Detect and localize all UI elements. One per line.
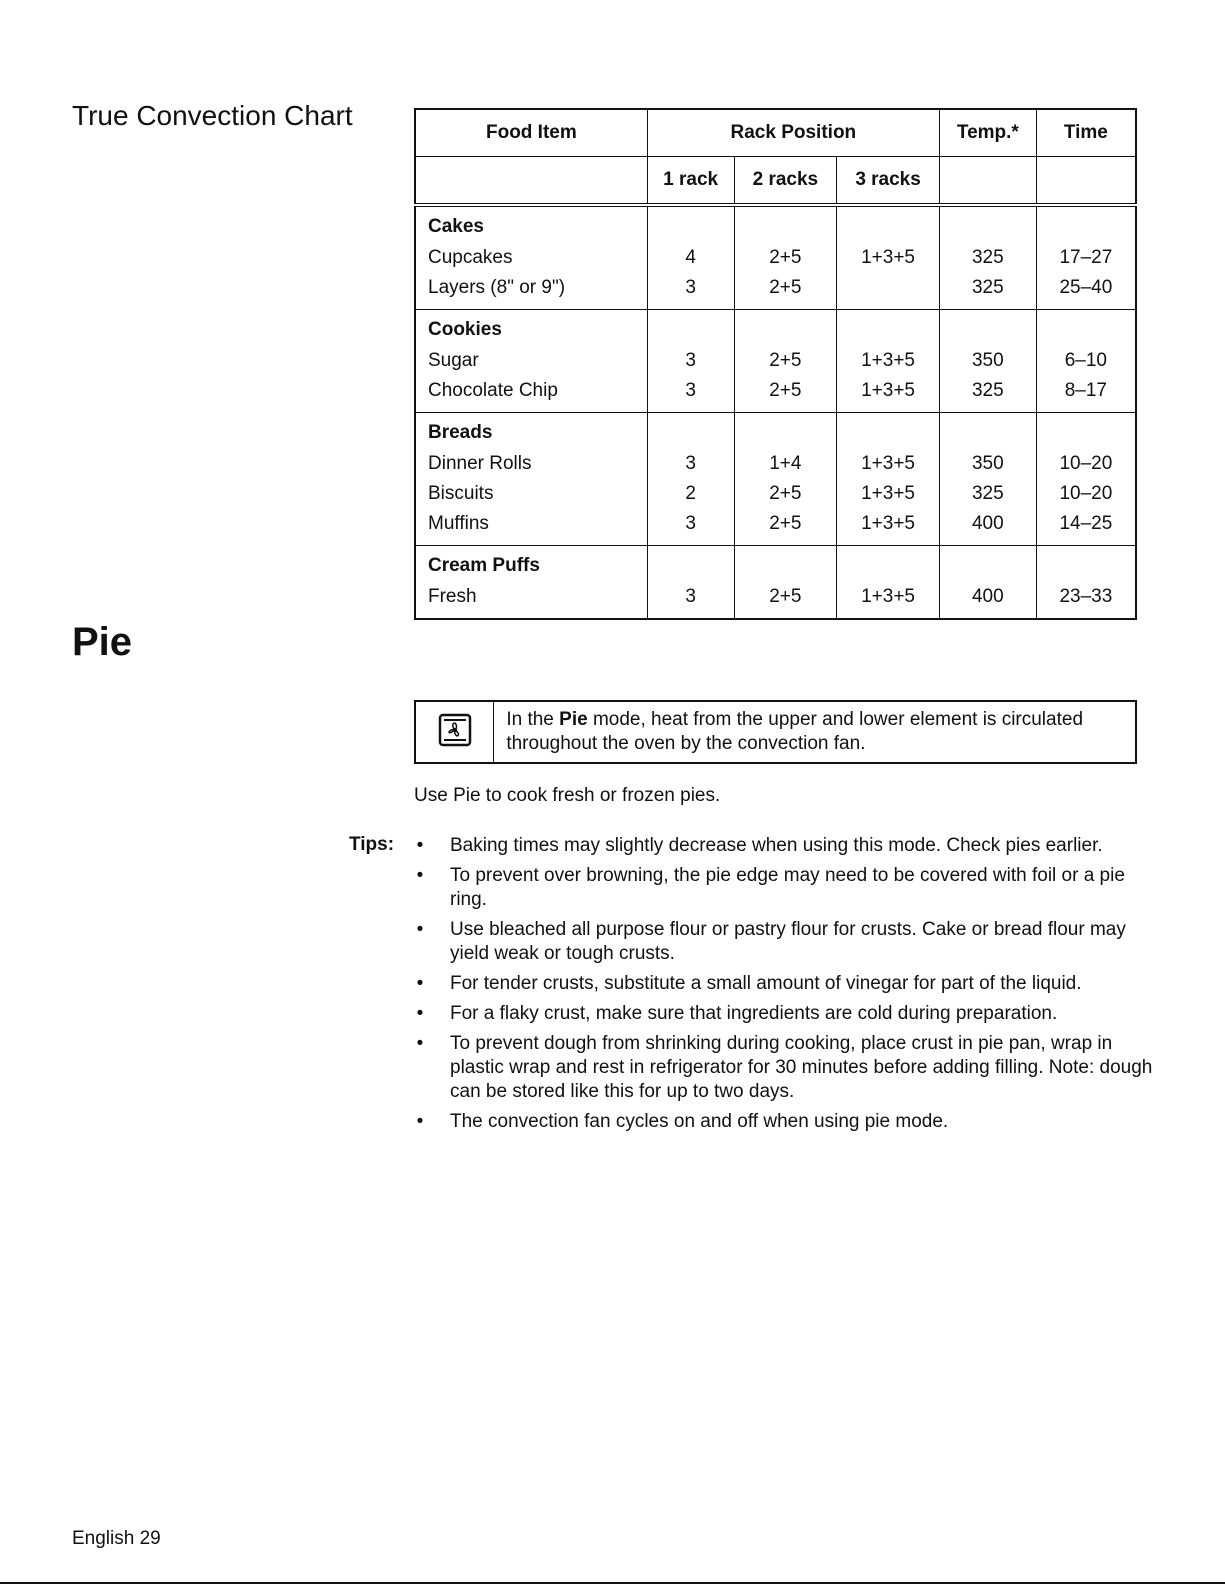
pie-mode-fan-icon [438, 713, 472, 752]
bullet-icon: • [416, 973, 424, 994]
temp-cell: 325 [939, 479, 1036, 509]
header-empty-time [1036, 157, 1136, 206]
rack1-cell: 4 [647, 243, 734, 273]
food-item-cell: Biscuits [415, 479, 647, 509]
header-time: Time [1036, 109, 1136, 157]
table-category-row [415, 413, 1136, 450]
subheader-2-racks: 2 racks [734, 157, 837, 206]
table-row [415, 346, 1136, 376]
rack3-cell: 1+3+5 [837, 243, 940, 273]
page-footer: English 29 [72, 1528, 161, 1549]
tip-item: • To prevent dough from shrinking during cooking, place crust in pie pan, wrap in plastic wrap and rest in refrigerator for 30 minutes before adding filling. Note: dough can be stored like this for up to two days. [414, 1032, 1154, 1104]
header-empty-food [415, 157, 647, 206]
table-row [415, 376, 1136, 413]
table-row [415, 243, 1136, 273]
header-empty-temp [939, 157, 1036, 206]
pie-mode-info-box [414, 700, 1137, 764]
time-cell: 25–40 [1036, 273, 1136, 310]
temp-cell: 350 [939, 346, 1036, 376]
rack3-cell [837, 273, 940, 310]
rack2-cell: 2+5 [734, 582, 837, 619]
header-food-item: Food Item [415, 109, 647, 157]
subheader-3-racks: 3 racks [837, 157, 940, 206]
bullet-icon: • [416, 865, 424, 886]
bullet-icon: • [416, 1111, 424, 1132]
section-title: True Convection Chart [72, 100, 353, 131]
bottom-divider [0, 1582, 1225, 1584]
rack3-cell: 1+3+5 [837, 449, 940, 479]
table-row [415, 479, 1136, 509]
true-convection-table [414, 108, 1137, 620]
food-item-cell: Fresh [415, 582, 647, 619]
time-cell: 10–20 [1036, 449, 1136, 479]
bullet-icon: • [416, 1003, 424, 1024]
tip-item: • For a flaky crust, make sure that ingredients are cold during preparation. [414, 1002, 1154, 1026]
subheader-1-rack: 1 rack [647, 157, 734, 206]
rack2-cell: 2+5 [734, 479, 837, 509]
time-cell: 6–10 [1036, 346, 1136, 376]
food-item-cell: Chocolate Chip [415, 376, 647, 413]
rack3-cell: 1+3+5 [837, 582, 940, 619]
table-category-row [415, 310, 1136, 347]
temp-cell: 325 [939, 273, 1036, 310]
intro-text: Use Pie to cook fresh or frozen pies. [414, 785, 721, 806]
time-cell: 23–33 [1036, 582, 1136, 619]
table-row [415, 509, 1136, 546]
food-item-cell: Muffins [415, 509, 647, 546]
rack1-cell: 3 [647, 376, 734, 413]
tips-list [414, 834, 1154, 1140]
bullet-icon: • [416, 919, 424, 940]
rack1-cell: 3 [647, 449, 734, 479]
rack2-cell: 2+5 [734, 346, 837, 376]
info-text: In the Pie mode, heat from the upper and lower element is circulated throughout the oven by the convection fan. [506, 709, 1084, 754]
rack2-cell: 2+5 [734, 376, 837, 413]
time-cell: 10–20 [1036, 479, 1136, 509]
bullet-icon: • [416, 835, 424, 856]
table-category-row [415, 546, 1136, 583]
table-group-breads [415, 413, 1136, 546]
header-rack-position: Rack Position [647, 109, 939, 157]
rack1-cell: 3 [647, 582, 734, 619]
table-group-cream-puffs [415, 546, 1136, 620]
rack3-cell: 1+3+5 [837, 509, 940, 546]
rack1-cell: 2 [647, 479, 734, 509]
rack1-cell: 3 [647, 273, 734, 310]
tip-item: • The convection fan cycles on and off when using pie mode. [414, 1110, 1154, 1134]
tips-label: Tips: [349, 834, 395, 855]
table-group-cookies [415, 310, 1136, 413]
temp-cell: 350 [939, 449, 1036, 479]
table-category-row [415, 205, 1136, 243]
rack2-cell: 1+4 [734, 449, 837, 479]
food-item-cell: Cupcakes [415, 243, 647, 273]
rack2-cell: 2+5 [734, 243, 837, 273]
category-label: Cookies [415, 310, 647, 347]
time-cell: 14–25 [1036, 509, 1136, 546]
pie-title: Pie [72, 620, 133, 664]
rack2-cell: 2+5 [734, 273, 837, 310]
tip-item: • Baking times may slightly decrease when using this mode. Check pies earlier. [414, 834, 1154, 858]
rack1-cell: 3 [647, 346, 734, 376]
mode-name: Pie [559, 709, 588, 730]
rack3-cell: 1+3+5 [837, 479, 940, 509]
temp-cell: 400 [939, 582, 1036, 619]
tip-item: • For tender crusts, substitute a small amount of vinegar for part of the liquid. [414, 972, 1154, 996]
header-temp: Temp.* [939, 109, 1036, 157]
temp-cell: 325 [939, 376, 1036, 413]
tip-item: • Use bleached all purpose flour or pastry flour for crusts. Cake or bread flour may yield weak or tough crusts. [414, 918, 1154, 966]
table-row [415, 449, 1136, 479]
time-cell: 8–17 [1036, 376, 1136, 413]
info-icon-cell [416, 702, 494, 762]
table-group-cakes [415, 205, 1136, 310]
bullet-icon: • [416, 1033, 424, 1054]
rack3-cell: 1+3+5 [837, 346, 940, 376]
rack1-cell: 3 [647, 509, 734, 546]
category-label: Breads [415, 413, 647, 450]
food-item-cell: Layers (8" or 9") [415, 273, 647, 310]
category-label: Cakes [415, 205, 647, 243]
tip-item: • To prevent over browning, the pie edge may need to be covered with foil or a pie ring. [414, 864, 1154, 912]
table-row [415, 273, 1136, 310]
rack3-cell: 1+3+5 [837, 376, 940, 413]
food-item-cell: Dinner Rolls [415, 449, 647, 479]
temp-cell: 400 [939, 509, 1036, 546]
category-label: Cream Puffs [415, 546, 647, 583]
food-item-cell: Sugar [415, 346, 647, 376]
rack2-cell: 2+5 [734, 509, 837, 546]
time-cell: 17–27 [1036, 243, 1136, 273]
table-row [415, 582, 1136, 619]
temp-cell: 325 [939, 243, 1036, 273]
